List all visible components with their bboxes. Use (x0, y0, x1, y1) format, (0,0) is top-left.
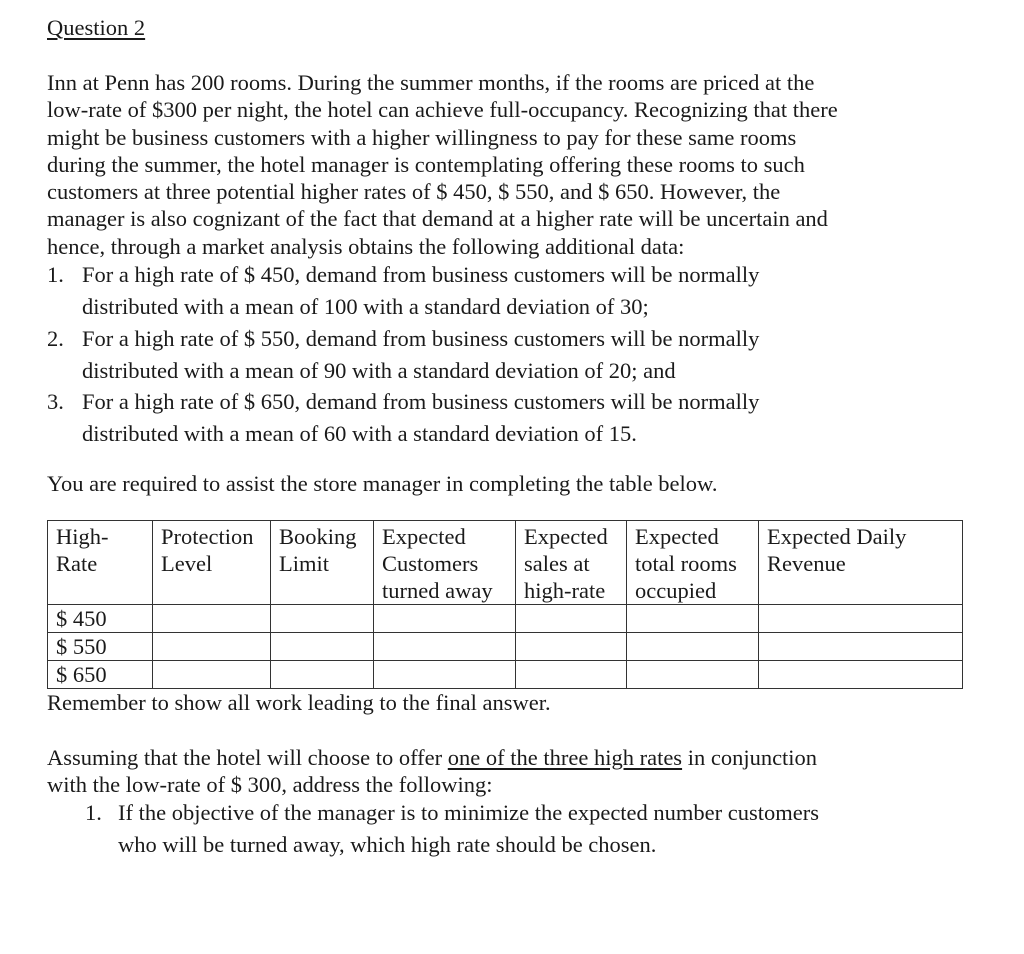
table-cell (516, 633, 627, 661)
table-cell (374, 605, 516, 633)
table-row (48, 605, 963, 633)
table-cell (759, 605, 963, 633)
header-expected-rooms-occupied: Expected total rooms occupied (627, 521, 759, 605)
item-text: For a high rate of $ 450, demand from business customers will be normally (82, 262, 760, 287)
rate-cell: $ 650 (48, 661, 153, 689)
table-cell (271, 661, 374, 689)
reminder-note: Remember to show all work leading to the final answer. (47, 690, 551, 715)
task-instruction: You are required to assist the store manager in completing the table below. (47, 471, 718, 496)
item-text: distributed with a mean of 60 with a standard deviation of 15. (82, 421, 637, 446)
question-heading: Question 2 (47, 15, 146, 40)
table-header-row (48, 521, 963, 605)
header-high-rate: High- Rate (48, 521, 153, 605)
table-cell (627, 661, 759, 689)
header-expected-daily-revenue: Expected Daily Revenue (759, 521, 963, 605)
table-cell (627, 605, 759, 633)
header-expected-sales: Expected sales at high-rate (516, 521, 627, 605)
table-cell (153, 633, 271, 661)
rate-cell: $ 550 (48, 633, 153, 661)
assumption-text: in conjunction (682, 745, 818, 770)
question-number: 1. (85, 800, 102, 825)
demand-data-item (47, 387, 947, 451)
item-number: 2. (47, 325, 64, 351)
table-row (48, 633, 963, 661)
intro-line: low-rate of $300 per night, the hotel can achieve full-occupancy. Recognizing that there (47, 97, 838, 123)
intro-paragraph (47, 69, 897, 260)
table-cell (516, 605, 627, 633)
table-cell (374, 661, 516, 689)
question-text: who will be turned away, which high rate should be chosen. (118, 832, 657, 857)
rate-cell: $ 450 (48, 605, 153, 633)
assumption-text: with the low-rate of $ 300, address the following: (47, 772, 493, 797)
item-number: 3. (47, 389, 64, 414)
table-cell (374, 633, 516, 661)
table-cell (516, 661, 627, 689)
table-row (48, 661, 963, 689)
intro-line: during the summer, the hotel manager is contemplating offering these rooms to such (47, 151, 805, 177)
table-cell (271, 633, 374, 661)
table-cell (627, 633, 759, 661)
demand-data-item (47, 260, 947, 324)
intro-line: hence, through a market analysis obtains the following additional data: (47, 233, 685, 259)
item-text: For a high rate of $ 550, demand from business customers will be normally (82, 325, 760, 351)
intro-line: Inn at Penn has 200 rooms. During the summer months, if the rooms are priced at the (47, 70, 815, 95)
header-protection-level: Protection Level (153, 521, 271, 605)
assumption-text: Assuming that the hotel will choose to offer (47, 745, 448, 770)
item-number: 1. (47, 262, 64, 287)
demand-data-item (47, 324, 947, 388)
results-table (47, 520, 963, 689)
assumption-paragraph (47, 744, 907, 798)
intro-line: manager is also cognizant of the fact that demand at a higher rate will be uncertain and (47, 206, 828, 232)
intro-line: might be business customers with a higher willingness to pay for these same rooms (47, 124, 797, 150)
header-booking-limit: Booking Limit (271, 521, 374, 605)
item-text: For a high rate of $ 650, demand from business customers will be normally (82, 389, 760, 414)
table-cell (759, 661, 963, 689)
item-text: distributed with a mean of 90 with a standard deviation of 20; and (82, 357, 676, 383)
question-text: If the objective of the manager is to minimize the expected number customers (118, 800, 820, 825)
intro-line: customers at three potential higher rates of $ 450, $ 550, and $ 650. However, the (47, 179, 781, 205)
table-cell (153, 605, 271, 633)
assumption-underlined: one of the three high rates (447, 745, 683, 770)
table-cell (759, 633, 963, 661)
table-cell (153, 661, 271, 689)
header-expected-turned-away: Expected Customers turned away (374, 521, 516, 605)
demand-data-list (47, 260, 947, 451)
item-text: distributed with a mean of 100 with a standard deviation of 30; (82, 294, 649, 319)
table-cell (271, 605, 374, 633)
